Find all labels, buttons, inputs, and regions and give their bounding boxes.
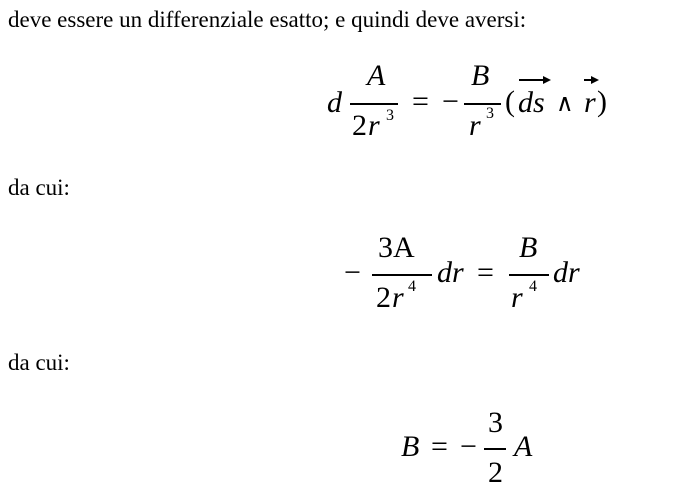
intro-text: deve essere un differenziale esatto; e quindi deve aversi:	[8, 7, 527, 32]
eq3-minus: −	[460, 430, 477, 463]
eq2-dr-right: dr	[553, 256, 580, 289]
eq1-ds: ds	[518, 86, 545, 119]
eq1-right-numerator: B	[471, 59, 490, 92]
eq1-r-vector: r	[584, 86, 596, 119]
eq1-open-paren: (	[505, 85, 515, 118]
eq1-left-denominator-exp: 3	[386, 107, 394, 124]
eq1-left-numerator: A	[367, 59, 386, 92]
from-which-text-2: da cui:	[8, 350, 70, 375]
eq1-left-denominator-coef: 2	[352, 109, 367, 142]
eq1-right-denominator-var: r	[469, 109, 481, 142]
eq1-right-denominator-exp: 3	[486, 105, 494, 122]
eq1-equals: =	[412, 85, 429, 118]
eq3-numerator: 3	[488, 406, 503, 439]
eq1-left-denominator-var: r	[368, 109, 380, 142]
eq3-rhs: A	[514, 430, 533, 463]
from-which-text-1: da cui:	[8, 175, 70, 200]
eq3-lhs: B	[401, 430, 420, 463]
eq2-minus: −	[344, 256, 361, 289]
eq3-equals: =	[431, 430, 448, 463]
eq1-close-paren: )	[597, 85, 607, 118]
eq1-minus: −	[442, 85, 459, 118]
eq2-right-numerator: B	[519, 231, 538, 264]
eq3-denominator: 2	[488, 456, 503, 489]
eq2-left-denominator-exp: 4	[408, 278, 416, 295]
eq2-left-denominator-coef: 2	[376, 281, 391, 314]
eq1-wedge: ∧	[556, 91, 574, 117]
eq2-equals: =	[477, 256, 494, 289]
eq2-right-denominator-exp: 4	[529, 278, 537, 295]
eq2-left-numerator: 3A	[378, 231, 415, 264]
eq2-left-denominator-var: r	[392, 281, 404, 314]
eq3-fraction-bar	[484, 448, 506, 450]
eq2-right-denominator-var: r	[511, 281, 523, 314]
eq2-dr-left: dr	[437, 256, 464, 289]
eq1-d: d	[327, 86, 342, 119]
